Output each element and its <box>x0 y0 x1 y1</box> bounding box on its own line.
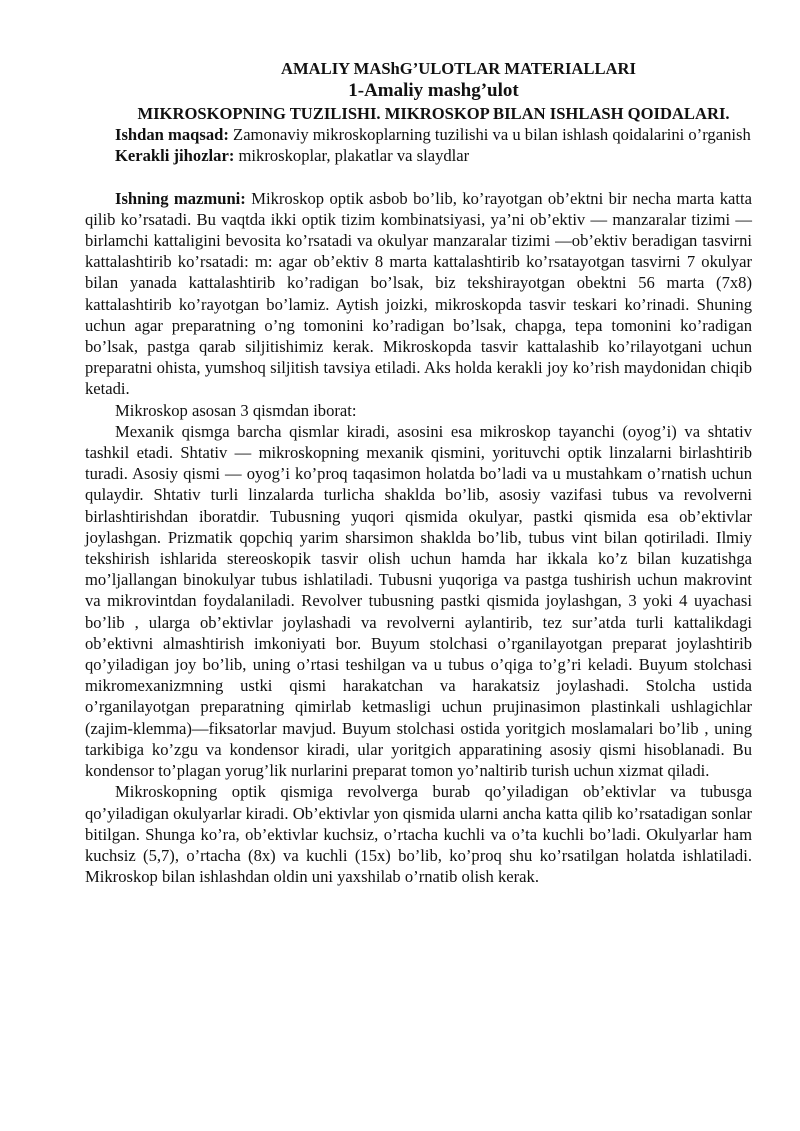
equipment-text: mikroskoplar, plakatlar va slaydlar <box>234 146 470 166</box>
goal-label: Ishdan maqsad: <box>115 125 229 145</box>
body-paragraph: Mikroskop asosan 3 qismdan iborat: <box>115 400 357 420</box>
document-page <box>85 58 752 887</box>
body-paragraph: Mikroskopning optik qismiga revolverga burab qo’yiladigan ob’ektivlar va tubusga qo’yiladigan okulyarlar kiradi. Ob’ektivlar yon qismida ularni ancha katta qilib ko’rsatadigan sonlar bitilgan. Shunga ko’ra, ob’ektivlar kuchsiz, o’rtacha kuchli va o’ta kuchli bo’ladi. Okulyarlar ham kuchsiz (5,7), o’rtacha (8x) va kuchli (15x) bo’lib, ko’proq shu ko’rsatilgan holatda ishlatiladi. Mikroskop bilan ishlashdan oldin uni yaxshilab o’rnatib olish kerak. <box>85 782 752 887</box>
content-label: Ishning mazmuni: <box>115 188 246 208</box>
lesson-number: 1-Amaliy mashg’ulot <box>348 80 519 102</box>
spacer <box>85 167 752 188</box>
lesson-title: MIKROSKOPNING TUZILISHI. MIKROSKOP BILAN ISHLASH QOIDALARI. <box>137 104 730 124</box>
body-paragraph: Mexanik qismga barcha qismlar kiradi, asosini esa mikroskop tayanchi (oyog’i) va shtativ tashkil etadi. Shtativ — mikroskopning mexanik qismini, yorituvchi optik linzalarni birlashtirib turadi. Asosiy qismi — oyog’i ko’proq taqasimon holatda bo’ladi va u mustahkam o’rnatish uchun qulaydir. Shtativ turli linzalarda turlicha shaklda bo’lib, asosiy vazifasi tubus va revolverni birlashtirishdan iboratdir. Tubusning yuqori qismida okulyar, pastki qismida esa ob’ektivlar joylashgan. Prizmatik qopchiq yarim sharsimon shaklda bo’lib, tubus vint bilan qotiriladi. Ilmiy tekshirish ishlarida stereoskopik tasvir olish uchun hamda har ikkala ko’z bilan kuzatishga mo’ljallangan binokulyar tubus ishlatiladi. Tubusni yuqoriga va pastga tushirish uchun makrovint va mikrovintdan foydalaniladi. Revolver tubusning pastki qismida joylashgan, 3 yoki 4 uyachasi bo’lib , ularga ob’ektivlar joylashadi va revolverni aylantirib, tez sur’atda turli kattalikdagi ob’ektivni almashtirish imkoniyati bor. Buyum stolchasi o’rganilayotgan preparat joylashtirib qo’yiladigan joy bo’lib, uning o’rtasi teshilgan va u tubus o’qiga to’g’ri keladi. Buyum stolchasi mikromexanizmning ustki qismi harakatchan va harakatsiz joylashadi. Stolcha ustida o’rganilayotgan preparatning qimirlab ketmasligi uchun prujinasimon plastinkali ushlagichlar (zajim-klemma)—fiksatorlar mavjud. Buyum stolchasi ostida yoritgich moslamalari bo’lib , uning tarkibiga ko’zgu va kondensor kiradi, ular yoritgich apparatining asosiy qismi hisoblanadi. Bu kondensor to’plagan yorug’lik nurlarini preparat tomon yo’naltirib turish uchun xizmat qiladi. <box>85 421 752 781</box>
equipment-paragraph <box>85 145 752 166</box>
content-paragraph <box>85 188 752 400</box>
equipment-label: Kerakli jihozlar: <box>115 146 235 166</box>
goal-paragraph <box>85 124 752 145</box>
goal-text: Zamonaviy mikroskoplarning tuzilishi va u bilan ishlash qoidalarini o’rganish <box>228 125 751 145</box>
content-text: Mikroskop optik asbob bo’lib, ko’rayotgan ob’ektni bir necha marta katta qilib ko’rsatadi. Bu vaqtda ikki optik tizim kombinatsiyasi, ya’ni ob’ektiv — manzaralar tizimi — birlamchi kattaligini bevosita ko’rsatadi va okulyar manzaralar tizimi —ob’ektiv beradigan tasvirni kattalashtirib ko’rsatadi: m: agar ob’ektiv 8 marta kattalashtirib ko’rsatayotgan tasvirni 7 okulyar bilan yanada kattalashtirib ko’radigan bo’lsak, biz tekshirayotgan obektni 56 marta (7x8) kattalashtirib ko’rayotgan bo’lamiz. Aytish joizki, mikroskopda tasvir teskari ko’rinadi. Shuning uchun agar preparatning o’ng tomonini ko’radigan bo’lsak, chapga, tepa tomonini ko’radigan bo’lsak, pastga qarab siljitishimiz kerak. Mikroskopda tasvir kattalashib ko’rilayotgani uchun preparatni ohista, yumshoq siljitish tavsiya etiladi. Aks holda kerakli joy ko’rish maydonidan chiqib ketadi. <box>85 188 752 399</box>
section-heading: AMALIY MAShG’ULOTLAR MATERIALLARI <box>281 59 636 78</box>
